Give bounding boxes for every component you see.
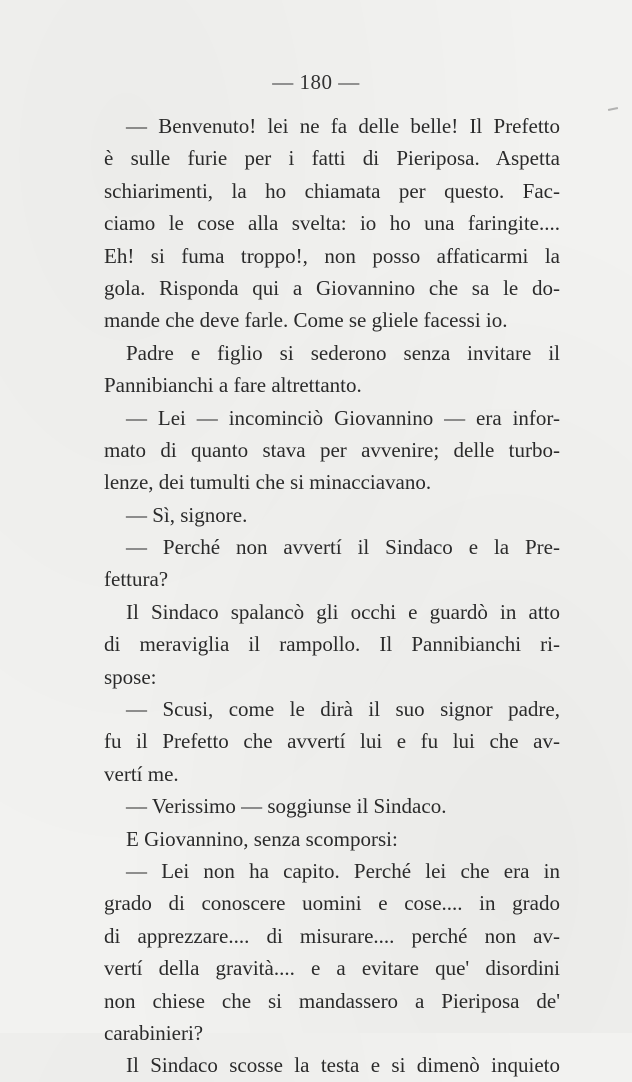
text-line: di apprezzare.... di misurare.... perché non av- bbox=[104, 923, 560, 948]
text-line: Il Sindaco scosse la testa e si dimenò inquieto bbox=[126, 1053, 560, 1078]
text-line: è sulle furie per i fatti di Pieriposa. Aspetta bbox=[104, 146, 560, 171]
scan-mark bbox=[608, 107, 618, 111]
text-line: gola. Risponda qui a Giovannino che sa le do- bbox=[104, 275, 560, 300]
text-line: — Lei — incominciò Giovannino — era infor- bbox=[126, 405, 560, 430]
text-line: vertí della gravità.... e a evitare que' disordini bbox=[104, 956, 560, 981]
text-line: — Benvenuto! lei ne fa delle belle! Il Prefetto bbox=[126, 114, 560, 138]
text-line: fu il Prefetto che avvertí lui e fu lui che av- bbox=[104, 729, 560, 754]
text-line: — Verissimo — soggiunse il Sindaco. bbox=[126, 794, 447, 819]
text-line: mande che deve farle. Come se gliele facessi io. bbox=[104, 308, 508, 333]
page-number: — 180 — bbox=[272, 70, 360, 94]
text-line: — Perché non avvertí il Sindaco e la Pre- bbox=[126, 535, 560, 560]
text-line: Il Sindaco spalancò gli occhi e guardò in atto bbox=[126, 599, 560, 624]
text-line: Pannibianchi a fare altrettanto. bbox=[104, 373, 362, 398]
text-line: di meraviglia il rampollo. Il Pannibianchi ri- bbox=[104, 632, 560, 657]
text-line: — Scusi, come le dirà il suo signor padre, bbox=[126, 697, 560, 722]
text-line: fettura? bbox=[104, 567, 169, 592]
text-line: carabinieri? bbox=[104, 1020, 204, 1045]
text-line: E Giovannino, senza scomporsi: bbox=[126, 826, 398, 851]
text-line: lenze, dei tumulti che si minacciavano. bbox=[104, 470, 432, 495]
text-line: mato di quanto stava per avvenire; delle turbo- bbox=[104, 437, 560, 462]
text-line: Eh! si fuma troppo!, non posso affaticarmi la bbox=[104, 243, 560, 268]
text-line: non chiese che si mandassero a Pieriposa de' bbox=[104, 988, 560, 1013]
text-line: grado di conoscere uomini e cose.... in grado bbox=[104, 891, 560, 916]
text-line: — Lei non ha capito. Perché lei che era in bbox=[126, 858, 560, 883]
text-line: Padre e figlio si sederono senza invitare il bbox=[126, 340, 560, 365]
text-line: vertí me. bbox=[104, 761, 179, 786]
body-text bbox=[104, 110, 560, 1082]
text-line: spose: bbox=[104, 664, 157, 689]
text-line: — Sì, signore. bbox=[126, 502, 248, 527]
text-line: schiarimenti, la ho chiamata per questo. Fac- bbox=[104, 178, 560, 203]
text-line: ciamo le cose alla svelta: io ho una faringite.... bbox=[104, 211, 560, 236]
